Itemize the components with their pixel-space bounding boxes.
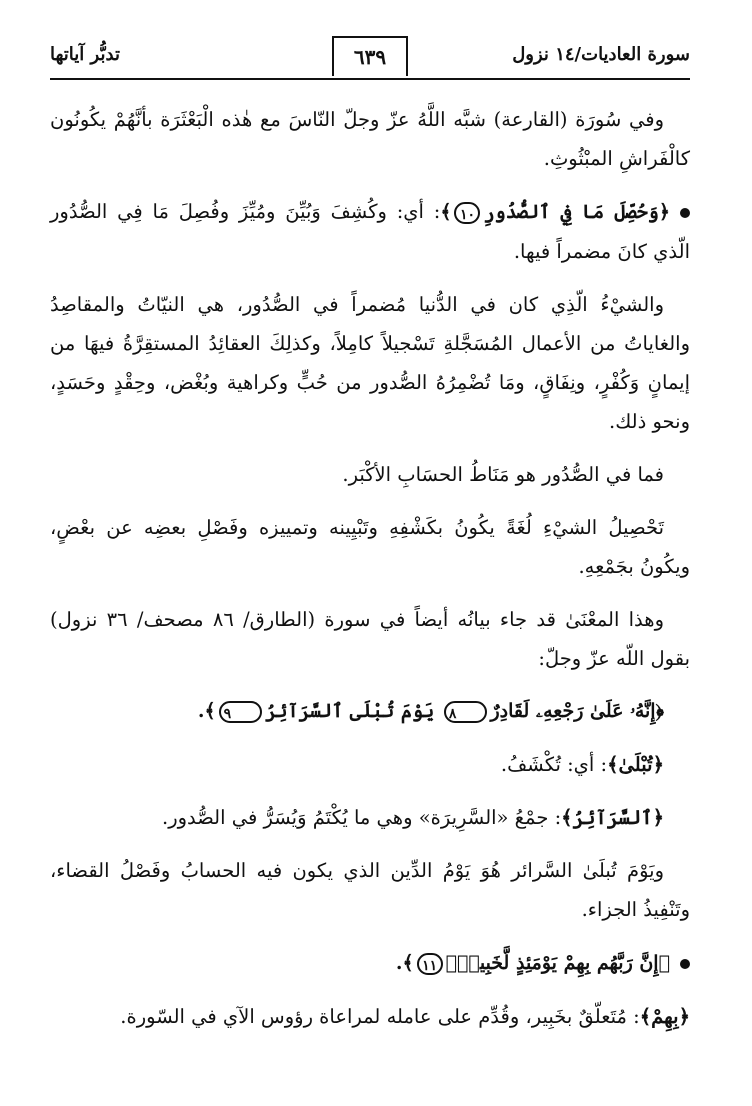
ayah-number-marker: ١٠ [454,202,480,224]
paragraph-5: تَحْصِيلُ الشيْءِ لُغَةً يكُونُ بكَشْفِهِ وتَبْيِينه وتمييزه وفَصْلِ بعضِه عن بعْضٍ، ويكُونُ بجَمْعِهِ. [50,516,690,578]
ayah-number-marker: ١١ [417,953,443,975]
paragraph-4: فما في الصُّدُور هو مَنَاطُ الحسَابِ الأكْبَر. [342,463,664,486]
verse-text-8: إِنَّهُۥ عَلَىٰ رَجْعِهِۦ لَقَادِرٌ [490,700,656,722]
bracket-close: ﴾. [197,700,216,722]
page-number: ٦٣٩ [332,36,408,76]
paragraph-3: والشيْءُ الّذِي كان في الدُّنيا مُضمراً في الصُّدُور، هي النيّاتُ والمقاصِدُ والغاياتُ من الأعمال المُسَجَّلةِ تَسْجيلاً كامِلاً، وكذلِكَ العقائِدُ المستقِرَّةُ فيهَا من إيمانٍ وَكُفْرٍ، ونِفَاقٍ، ومَا تُضْمِرُهُ الصُّدور من حُبٍّ وكراهية وبُغْض، وحِقْدٍ وحَسَدٍ، ونحو ذلك. [50,293,690,433]
bracket-close: ﴾ [440,201,452,223]
word-explanation: : جمْعُ «السَّرِيرَة» وهي ما يُكْتَمُ وَيُسَرُّ في الصُّدور. [162,806,562,829]
paragraph-6: وهذا المعْنَىٰ قد جاء بيانُه أيضاً في سورة (الطارق/ ٨٦ مصحف/ ٣٦ نزول) بقول اللّه عزّ وجلّ: [50,608,690,670]
page-header [50,28,690,80]
verse-text: وَحُصِّلَ مَا فِي ٱلصُّدُورِ [483,201,659,223]
bracket-close: ﴾. [395,952,414,974]
paragraph-10: ويَوْمَ تُبلَىٰ السَّرائر هُوَ يَوْمُ الدِّين الذي يكون فيه الحسابُ وفَصْلُ القضاء، وتَنْفِيذُ الجزاء. [50,859,690,921]
bracket-open: ﴿ [658,201,670,223]
paragraph-9 [50,798,690,837]
bullet-icon [680,208,690,218]
book-title: تدبُّر آياتها [50,44,120,65]
paragraph-8 [50,745,690,784]
paragraph-1: وفي سُورَة (القارعة) شبَّه اللَّهُ عزّ وجلّ النّاسَ مع هٰذه الْبَعْثَرَة بأنَّهُمْ يكُونُون كالْفَراشِ المبْثُوثِ. [50,108,690,170]
bracket-open: ﴿ [655,700,664,722]
page [50,28,690,1066]
word-explanation: : أي: تُكْشَفُ. [500,753,608,776]
quran-verse [396,952,670,974]
verse-text-9: يَوْمَ تُبْلَى ٱلسَّرَآئِرُ [265,700,435,722]
ayah-number-marker: ٩ [219,701,263,723]
surah-info: سورة العاديات/١٤ نزول [512,44,690,65]
word-explanation: : مُتَعلّقٌ بخَبِير، وقُدِّم على عامله لمراعاة رؤوس الآي في السّورة. [120,1005,640,1028]
paragraph-11 [50,943,690,983]
ayah-number-marker: ٨ [444,701,488,723]
verse-explanation: : أي: وكُشِفَ وَبُيِّنَ ومُيِّزَ وفُصِلَ مَا فِي الصُّدُور الّذي كانَ مضمراً فيها. [50,200,690,263]
quran-word: ﴿بِهِمْ﴾ [639,1005,690,1028]
verse-text: إِنَّ رَبَّهُم بِهِمْ يَوْمَئِذٍ لَّخَبِيرٌۢ [445,952,659,974]
page-body [50,100,690,1036]
quran-verse-8-9 [50,692,690,731]
quran-word: ﴿تُبْلَىٰ﴾ [607,753,664,776]
quran-word: ﴿ٱلسَّرَآئِرُ﴾ [561,806,664,829]
quran-verse [440,201,670,223]
paragraph-12 [50,997,690,1036]
paragraph-2 [50,192,690,271]
bracket-open: ﴿ [658,952,670,974]
bullet-icon [680,959,690,969]
